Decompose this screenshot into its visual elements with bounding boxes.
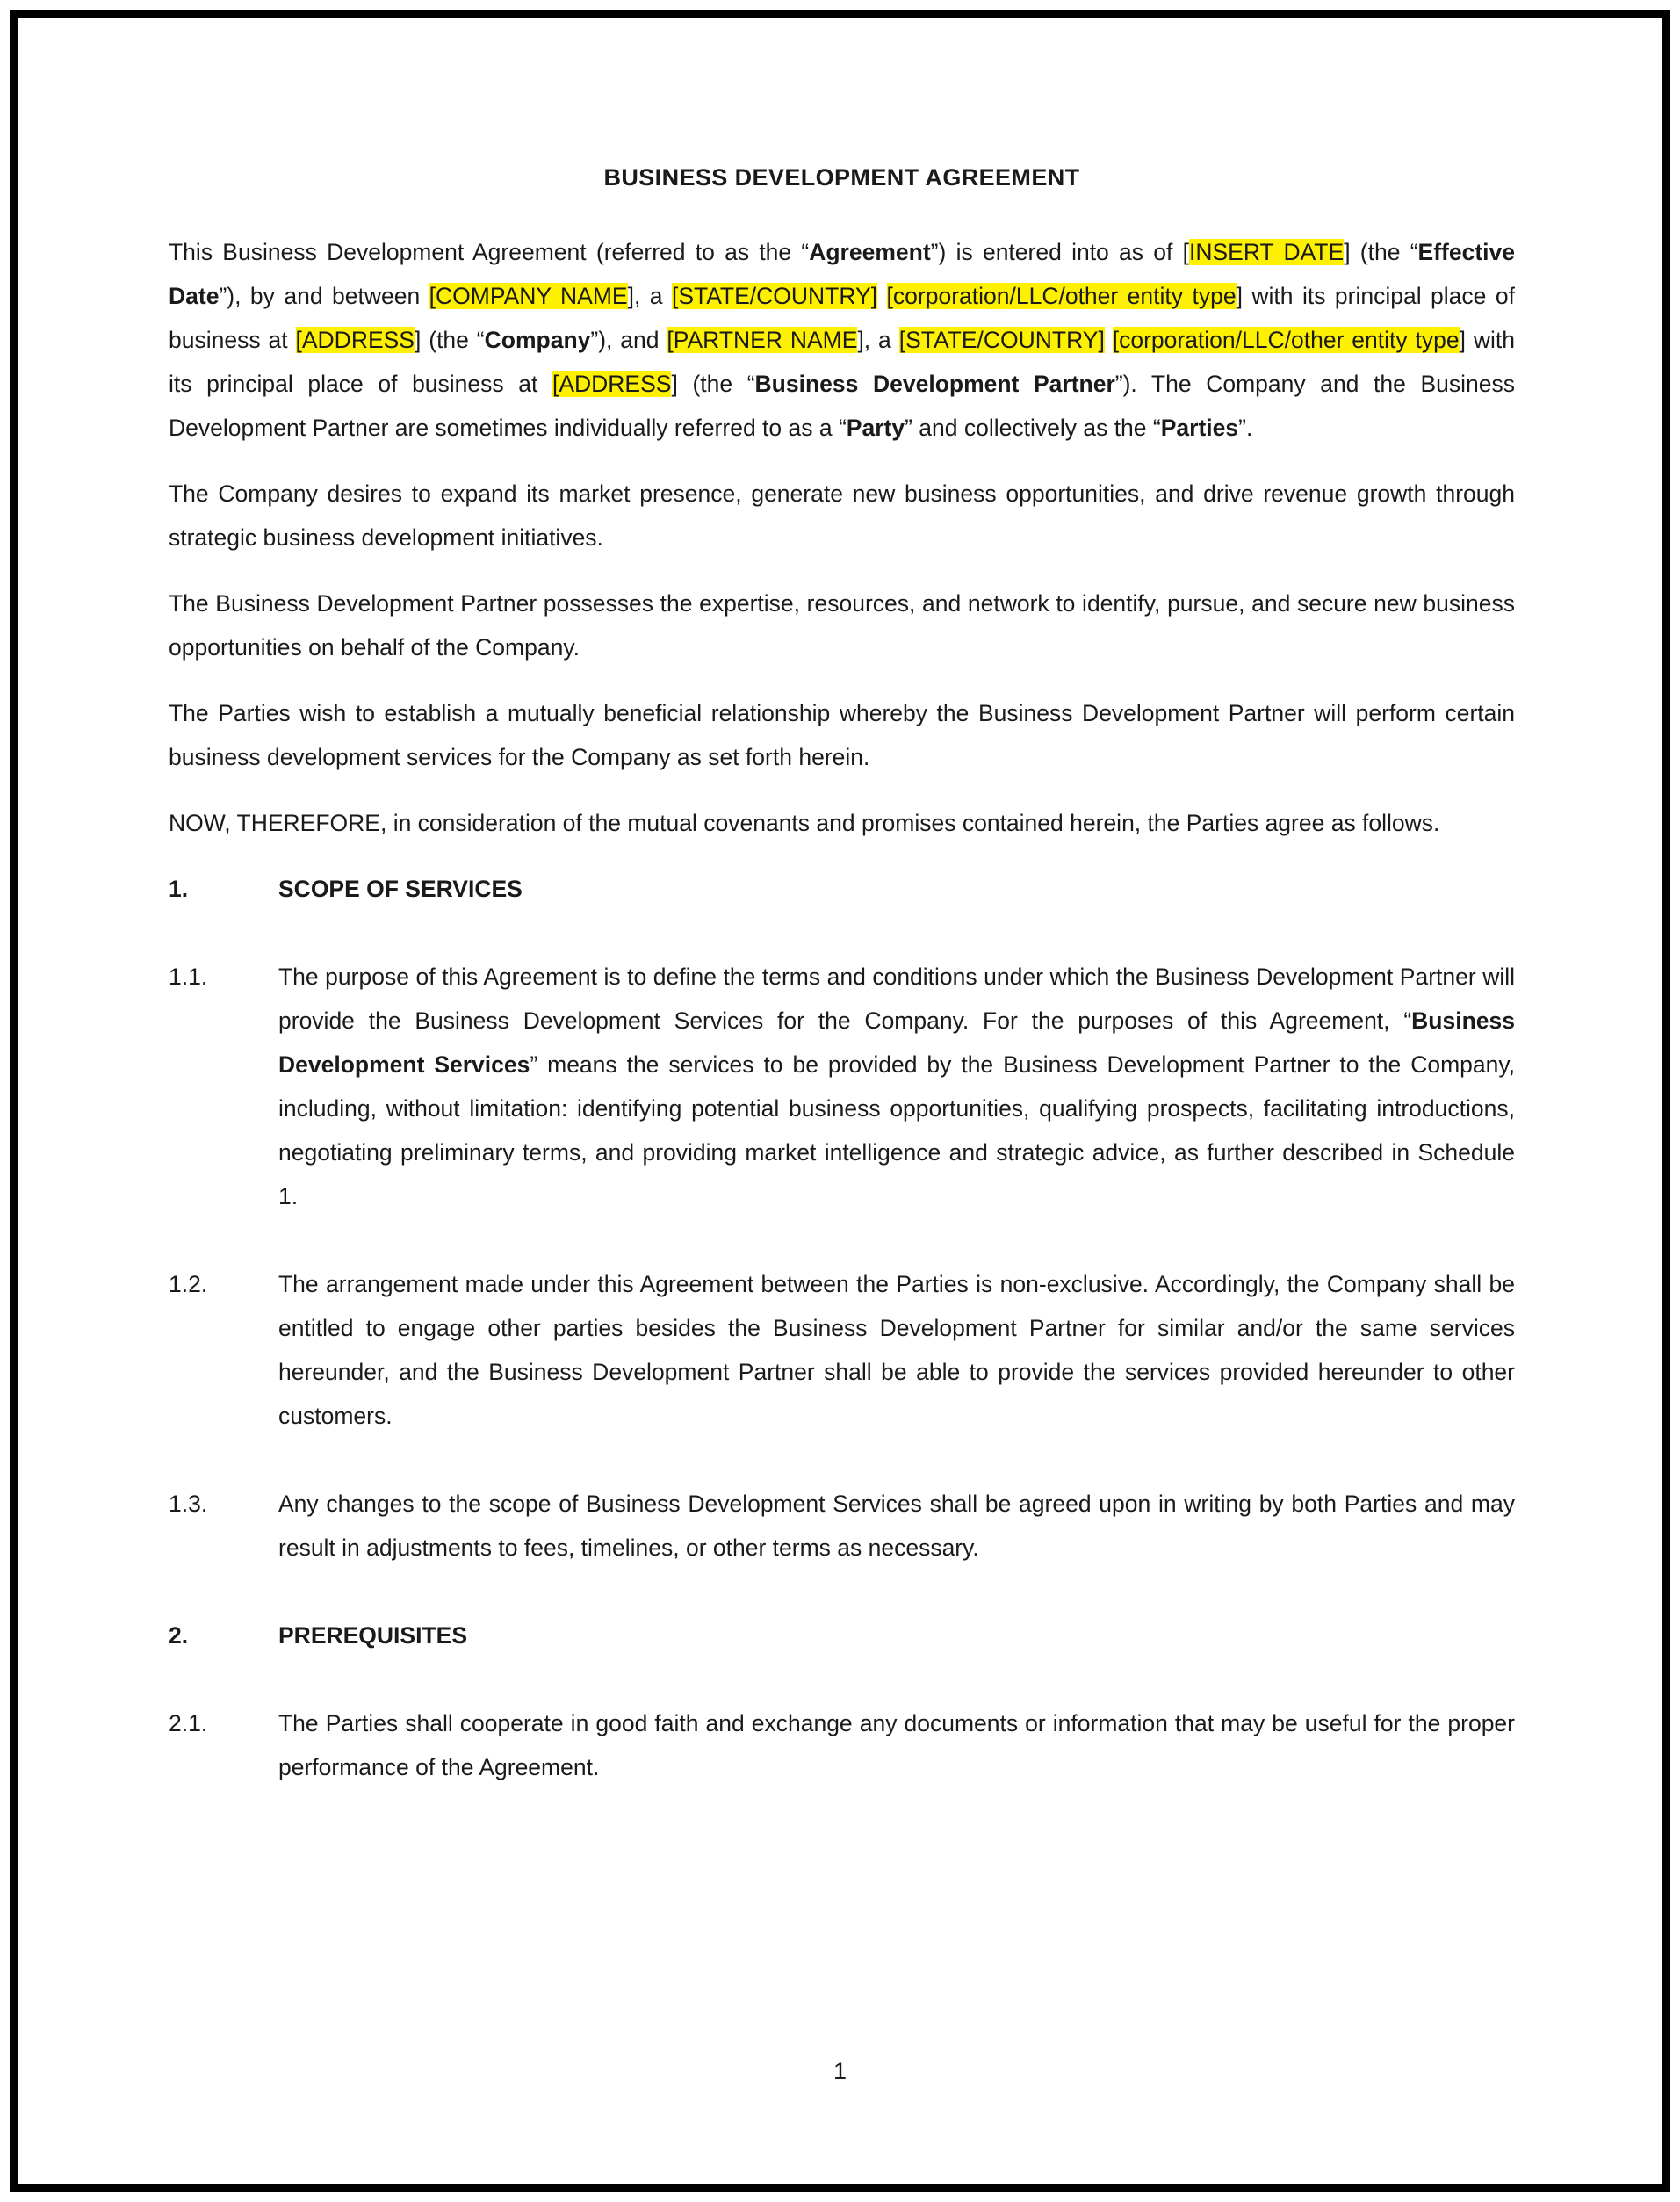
highlighted-placeholder: [ADDRESS [552,371,672,397]
recital-paragraph-2: The Business Development Partner possesses the expertise, resources, and network to identify, pursue, and secure new business opportunities on behalf of the Company. [169,590,1515,661]
highlighted-placeholder: [STATE/COUNTRY] [671,283,878,309]
recital-paragraph-1: The Company desires to expand its market presence, generate new business opportunities, and drive revenue growth through strategic business development initiatives. [169,480,1515,551]
document-title: BUSINESS DEVELOPMENT AGREEMENT [603,164,1080,191]
clause-text: The Parties shall cooperate in good faith and exchange any documents or information that may be useful for the proper performance of the Agreement. [278,1710,1515,1780]
section-number: 1. [169,876,189,902]
clause-1-2 [169,1262,1515,1438]
section-number: 2. [169,1622,189,1649]
highlighted-placeholder: INSERT DATE [1189,239,1345,265]
clause-number: 1.2. [169,1271,208,1297]
clause-text: The arrangement made under this Agreement between the Parties is non-exclusive. Accordingly, the Company shall be entitled to engage other parties besides the Business Development Partner for similar and/or the same services hereunder, and the Business Development Partner shall be able to provide the services provided hereunder to other customers. [278,1271,1515,1429]
clause-1-3 [169,1482,1515,1570]
highlighted-placeholder: [COMPANY NAME [429,283,628,309]
clause-text: Any changes to the scope of Business Development Services shall be agreed upon in writing by both Parties and may result in adjustments to fees, timelines, or other terms as necessary. [278,1491,1515,1561]
section-heading-label: SCOPE OF SERVICES [278,876,523,902]
section-heading-label: PREREQUISITES [278,1622,467,1649]
clause-1-1 [169,955,1515,1218]
recital-paragraph-3: The Parties wish to establish a mutually beneficial relationship whereby the Business Development Partner will perform certain business development services for the Company as set forth herein. [169,700,1515,770]
clause-text: The purpose of this Agreement is to define the terms and conditions under which the Business Development Partner will provide the Business Development Services for the Company. For the purposes of this Agreement, “Business Development Services” means the services to be provided by the Business Development Partner to the Company, including, without limitation: identifying potential business opportunities, qualifying prospects, facilitating introductions, negotiating preliminary terms, and providing market intelligence and strategic advice, as further described in Schedule 1. [278,964,1516,1209]
highlighted-placeholder: [STATE/COUNTRY] [898,327,1105,353]
highlighted-placeholder: [ADDRESS [295,327,415,353]
page-number: 1 [833,2058,847,2084]
document-content [169,158,1515,1833]
section-heading-scope-of-services [169,867,1515,911]
clause-number: 1.1. [169,964,208,990]
highlighted-placeholder: [corporation/LLC/other entity type [886,283,1237,309]
intro-paragraph: This Business Development Agreement (referred to as the “Agreement”) is entered into as of [INSERT DATE] (the “Effective Date”), by and between [COMPANY NAME], a [STATE/COUNTRY] [corporation/LLC/other entity type] with its principal place of business at [ADDRESS] (the “Company”), and [PARTNER NAME], a [STATE/COUNTRY] [corporation/LLC/other entity type] with its principal place of business at [ADDRESS] (the “Business Development Partner”). The Company and the Business Development Partner are sometimes individually referred to as a “Party” and collectively as the “Parties”. [169,239,1516,441]
clause-number: 2.1. [169,1710,208,1736]
section-heading-prerequisites [169,1614,1515,1657]
highlighted-placeholder: [PARTNER NAME [667,327,858,353]
clause-number: 1.3. [169,1491,208,1517]
highlighted-placeholder: [corporation/LLC/other entity type [1112,327,1460,353]
recital-paragraph-4: NOW, THEREFORE, in consideration of the mutual covenants and promises contained herein, the Parties agree as follows. [169,810,1440,836]
clause-2-1 [169,1701,1515,1789]
